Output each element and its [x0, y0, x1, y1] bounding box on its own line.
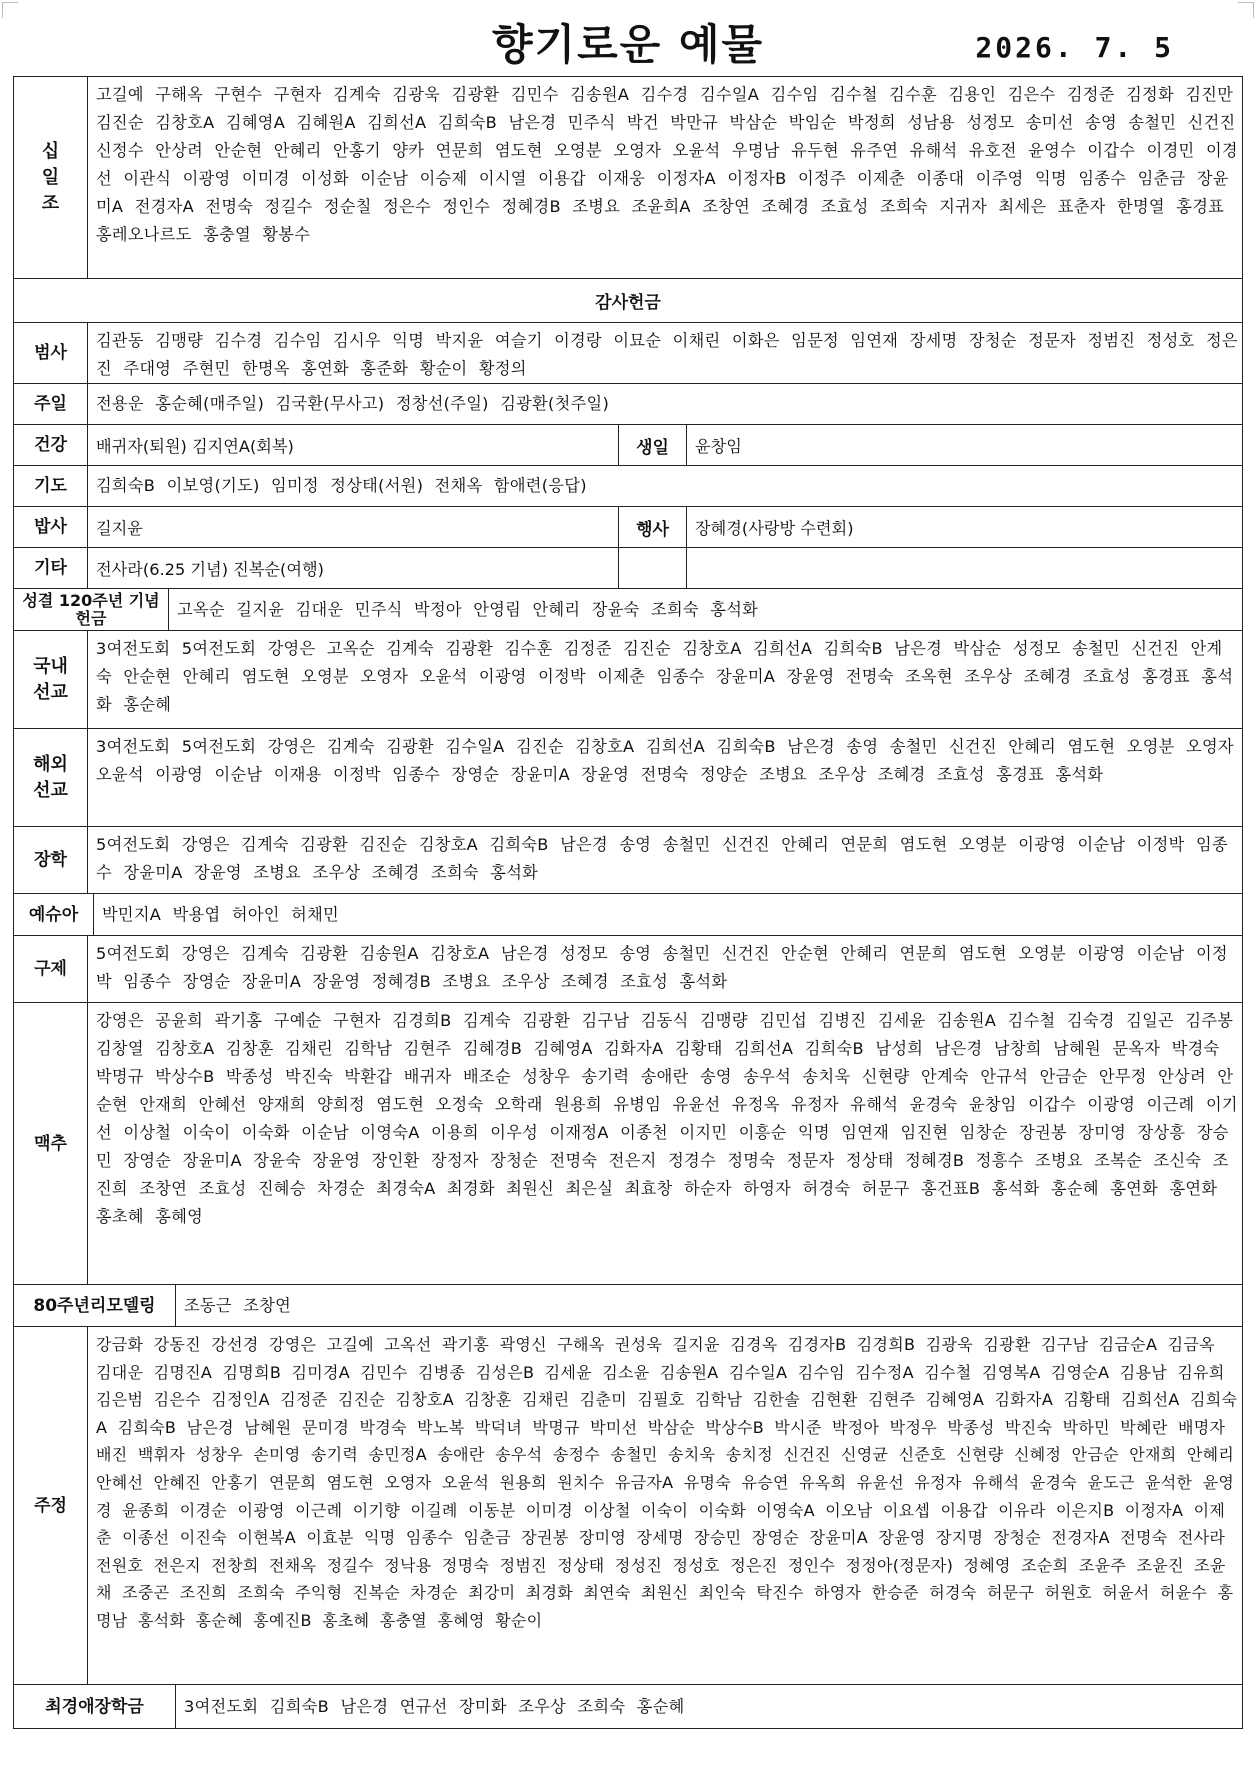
- row-juil: [14, 384, 1242, 425]
- row-prayer: [14, 466, 1242, 507]
- page-corner-mark: [1238, 2, 1254, 18]
- empty-cell: [687, 548, 1242, 588]
- names-babsa: 길지윤: [88, 507, 619, 547]
- label-relief: 구제: [14, 936, 88, 1002]
- names-relief: 5여전도회 강영은 김계숙 김광환 김송원A 김창호A 남은경 성정모 송영 송철민 신건진 안순현 안혜리 연문희 염도현 오영분 이광영 이순남 이정박 임종수 장영순 장윤미A 장윤영 정혜경B 조병요 조우상 조혜경 조효성 홍석화: [96, 944, 1228, 991]
- names-anniversary: 고옥순 길지윤 김대운 민주식 박정아 안영림 안혜리 장윤숙 조희숙 홍석화: [177, 599, 759, 619]
- names-maekchu: 강영은 공윤희 곽기홍 구예순 구현자 김경희B 김계숙 김광환 김구남 김동식 김맹량 김민섭 김병진 김세윤 김송원A 김수철 김숙경 김일곤 김주봉 김창열 김창호A 김창훈 김채린 김학남 김현주 김혜경B 김혜영A 김화자A 김황태 김희선A 김희숙B 남성희 남은경 남창희 남혜원 문옥자 박경숙 박명규 박상수B 박종성 박진숙 박환갑 배귀자 배조순 성창우 송기력 송애란 송영 송우석 송치욱 신현량 안계숙 안규석 안금순 안무정 안상려 안순현 안재희 안혜선 양재희 양희정 염도현 오정숙 오학래 원용희 유병임 유윤선 유정옥 유정자 유해석 윤경숙 윤창임 이갑수 이광영 이근례 이기선 이상철 이숙이 이숙화 이순남 이영숙A 이용희 이우성 이재정A 이종천 이지민 이흥순 익명 임연재 임진현 임창순 장권봉 장미영 장상흥 장승민 장영순 장윤미A 장윤숙 장윤영 장인환 장정자 장청순 전명숙 전은지 정경수 정명숙 정문자 정상태 정혜경B 정흥수 조병요 조복순 조신숙 조진희 조창연 조효성 진혜승 차경순 최경숙A 최경화 최원신 최은실 최효창 하순자 하영자 허경숙 허문구 홍건표B 홍석화 홍순혜 홍연화 홍연화 홍초혜 홍혜영: [96, 1011, 1238, 1226]
- page-corner-mark: [2, 2, 18, 18]
- label-regular: 주정: [14, 1327, 88, 1684]
- names-beomsa: 김관동 김맹량 김수경 김수임 김시우 익명 박지윤 여슬기 이경랑 이묘순 이채린 이화은 임문정 임연재 장세명 장청순 정문자 정범진 정성호 정은진 주대영 주현민 한명옥 홍연화 홍준화 황순이 황정의: [96, 331, 1238, 378]
- names-remodel: 조동근 조창연: [184, 1295, 292, 1315]
- label-tithe: 십일조: [14, 77, 88, 278]
- label-remodel: 80주년리모델링: [14, 1285, 176, 1326]
- names-juil: 전용운 홍순혜(매주일) 김국환(무사고) 정창선(주일) 김광환(첫주일): [96, 394, 610, 413]
- service-date: 2026. 7. 5: [975, 31, 1174, 64]
- label-birthday: 생일: [619, 425, 687, 465]
- section-thanks-title: 감사헌금: [14, 279, 1242, 323]
- row-relief: [14, 936, 1242, 1003]
- empty-cell: [619, 548, 687, 588]
- row-infants: [14, 894, 1242, 936]
- label-infants: 예슈아: [14, 894, 94, 935]
- label-health: 건강: [14, 425, 88, 465]
- names-etc: 전사라(6.25 기념) 진복순(여행): [88, 548, 619, 588]
- names-regular: 강금화 강동진 강선경 강영은 고길예 고옥선 곽기홍 곽영신 구해옥 권성욱 길지윤 김경옥 김경자B 김경희B 김광욱 김광환 김구남 김금순A 김금옥 김대운 김명진A 김명희B 김미경A 김민수 김병종 김성은B 김세윤 김소윤 김송원A 김수일A 김수임 김수정A 김수철 김영복A 김영순A 김용남 김유희 김은범 김은수 김정인A 김정준 김진순 김창호A 김창훈 김채린 김춘미 김필호 김학남 김한솔 김현환 김현주 김혜영A 김화자A 김황태 김희선A 김희숙A 김희숙B 남은경 남혜원 문미경 박경숙 박노복 박덕녀 박명규 박미선 박삼순 박상수B 박시준 박정아 박정우 박종성 박진숙 박하민 박혜란 배명자 배진 백휘자 성창우 손미영 송기력 송민정A 송애란 송우석 송정수 송철민 송치욱 송치정 신건진 신영균 신준호 신현량 신혜정 안금순 안재희 안혜리 안혜선 안혜진 안홍기 연문희 염도현 오영자 오윤석 원용희 원치수 유금자A 유명숙 유승연 유옥희 유윤선 유정자 유해석 윤경숙 윤도근 윤석한 윤영경 윤종희 이경순 이광영 이근례 이기향 이길례 이동분 이미경 이상철 이숙이 이숙화 이영숙A 이오남 이요셉 이용갑 이유라 이은지B 이정자A 이제춘 이종선 이진숙 이현복A 이효분 익명 임종수 임춘금 장권봉 장미영 장세명 장승민 장영순 장윤미A 장윤영 장지명 장청순 전경자A 전명숙 전사라 전원호 전은지 전창희 전채옥 정길수 정낙용 정명숙 정범진 정상태 정성진 정성호 정은진 정인수 정정아(정문자) 정혜영 조순희 조윤주 조윤진 조윤채 조중곤 조진희 조희숙 주익형 진복순 차경순 최강미 최경화 최연숙 최원신 최인숙 탁진수 하영자 한승준 허경숙 허문구 허원호 허윤서 허윤수 홍명남 홍석화 홍순혜 홍예진B 홍초혜 홍충열 홍혜영 황순이: [96, 1335, 1238, 1630]
- label-domestic-mission: 국내선교: [14, 631, 88, 728]
- names-overseas-mission: 3여전도회 5여전도회 강영은 김계숙 김광환 김수일A 김진순 김창호A 김희선A 김희숙B 남은경 송영 송철민 신건진 안혜리 염도현 오영분 오영자 오윤석 이광영 이순남 이재용 이정박 임종수 장영순 장윤미A 장윤영 전명숙 정양순 조병요 조우상 조혜경 조효성 홍경표 홍석화: [96, 737, 1234, 784]
- row-beomsa: [14, 323, 1242, 384]
- row-choi-scholarship: [14, 1685, 1242, 1729]
- names-event: 장혜경(사랑방 수련회): [695, 519, 854, 538]
- names-tithe: 고길예 구해옥 구현수 구현자 김계숙 김광욱 김광환 김민수 김송원A 김수경 김수일A 김수임 김수철 김수훈 김용인 김은수 김정준 김정화 김진만 김진순 김창호A 김혜영A 김혜원A 김희선A 김희숙B 남은경 민주식 박건 박만규 박삼순 박임순 박정희 성남용 성정모 송미선 송영 송철민 신건진 신정수 안상려 안순현 안혜리 안홍기 양카 연문희 염도현 오영분 오영자 오윤석 우명남 유두현 유주연 유해석 유호전 윤영수 이갑수 이경민 이경선 이관식 이광영 이미경 이성화 이순남 이승제 이시열 이용갑 이재웅 이정자A 이정자B 이정주 이제춘 이종대 이주영 익명 임종수 임춘금 장윤미A 전경자A 전명숙 정길수 정순칠 정은수 정인수 정혜경B 조병요 조윤희A 조창연 조혜경 조효성 조희숙 지귀자 최세은 표춘자 한명열 홍경표 홍레오나르도 홍충열 황봉수: [96, 85, 1238, 244]
- row-etc: [14, 548, 1242, 589]
- names-infants: 박민지A 박용엽 허아인 허채민: [102, 904, 339, 924]
- label-beomsa: 범사: [14, 323, 88, 383]
- page-title: 향기로운 예물: [491, 20, 765, 69]
- row-maekchu: [14, 1003, 1242, 1285]
- row-regular: [14, 1327, 1242, 1685]
- label-babsa: 밥사: [14, 507, 88, 547]
- label-maekchu: 맥추: [14, 1003, 88, 1284]
- row-domestic-mission: [14, 631, 1242, 729]
- label-etc: 기타: [14, 548, 88, 588]
- names-birthday: 윤창임: [695, 437, 742, 456]
- names-health: 배귀자(퇴원) 김지연A(회복): [88, 425, 619, 465]
- label-juil: 주일: [14, 384, 88, 424]
- label-event: 행사: [619, 507, 687, 547]
- row-health-birthday: [14, 425, 1242, 466]
- label-choi-scholarship: 최경애장학금: [14, 1685, 176, 1728]
- row-tithe: [14, 77, 1242, 279]
- row-remodel: [14, 1285, 1242, 1327]
- row-overseas-mission: [14, 729, 1242, 827]
- row-scholarship: [14, 827, 1242, 894]
- names-choi-scholarship: 3여전도회 김희숙B 남은경 연규선 장미화 조우상 조희숙 홍순혜: [184, 1696, 685, 1716]
- label-overseas-mission: 해외선교: [14, 729, 88, 826]
- label-scholarship: 장학: [14, 827, 88, 893]
- row-babsa-event: [14, 507, 1242, 548]
- names-domestic-mission: 3여전도회 5여전도회 강영은 고옥순 김계숙 김광환 김수훈 김정준 김진순 김창호A 김희선A 김희숙B 남은경 박삼순 성정모 송철민 신건진 안계숙 안순현 안혜리 염도현 오영분 오영자 오윤석 이광영 이정박 이제춘 임종수 장윤미A 장윤영 전명숙 조옥현 조우상 조혜경 조효성 홍경표 홍석화 홍순혜: [96, 639, 1234, 714]
- row-anniversary: [14, 589, 1242, 631]
- label-anniversary: 성결 120주년 기념 헌금: [14, 589, 169, 630]
- names-prayer: 김희숙B 이보영(기도) 임미정 정상태(서원) 전채옥 함애련(응답): [96, 476, 587, 495]
- names-scholarship: 5여전도회 강영은 김계숙 김광환 김진순 김창호A 김희숙B 남은경 송영 송철민 신건진 안혜리 연문희 염도현 오영분 이광영 이순남 이정박 임종수 장윤미A 장윤영 조병요 조우상 조혜경 조희숙 홍석화: [96, 835, 1228, 882]
- offering-table: [13, 76, 1243, 1729]
- label-prayer: 기도: [14, 466, 88, 506]
